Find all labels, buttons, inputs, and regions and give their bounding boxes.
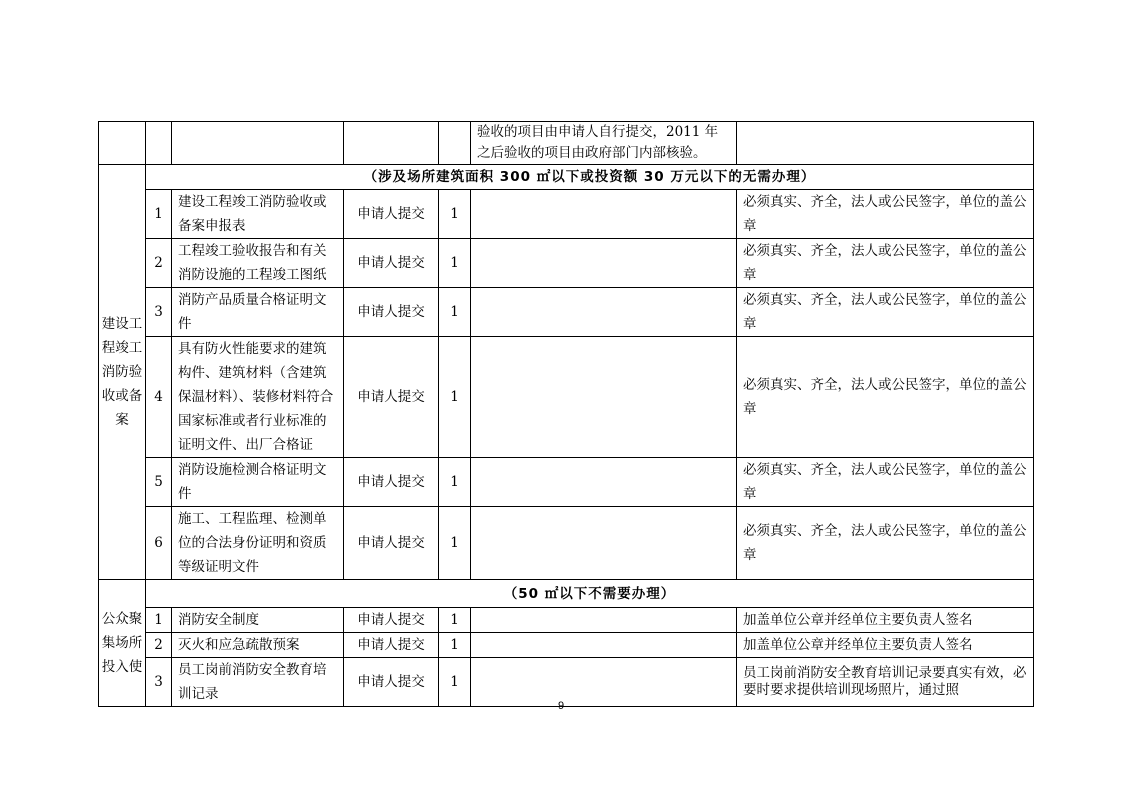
submitter-cell: 申请人提交 bbox=[344, 239, 439, 288]
category-cell: 建设工程竣工消防验收或备案 bbox=[99, 165, 146, 580]
material-name-cell: 消防设施检测合格证明文件 bbox=[172, 458, 344, 507]
material-name-cell bbox=[172, 122, 344, 165]
requirement-cell: 必须真实、齐全，法人或公民签字，单位的盖公章 bbox=[737, 337, 1034, 458]
table-row bbox=[99, 122, 1034, 165]
material-name-cell: 施工、工程监理、检测单位的合法身份证明和资质等级证明文件 bbox=[172, 507, 344, 580]
count-cell: 1 bbox=[439, 337, 471, 458]
submitter-cell bbox=[344, 122, 439, 165]
category-cell: 公众聚集场所投入使 bbox=[99, 580, 146, 707]
number-cell: 5 bbox=[146, 458, 172, 507]
material-name-cell: 消防安全制度 bbox=[172, 608, 344, 633]
material-name-cell: 工程竣工验收报告和有关消防设施的工程竣工图纸 bbox=[172, 239, 344, 288]
submitter-cell: 申请人提交 bbox=[344, 190, 439, 239]
number-cell: 4 bbox=[146, 337, 172, 458]
requirement-cell: 加盖单位公章并经单位主要负责人签名 bbox=[737, 608, 1034, 633]
count-cell: 1 bbox=[439, 633, 471, 658]
table-row bbox=[99, 288, 1034, 337]
requirement-cell bbox=[737, 122, 1034, 165]
page-number: 9 bbox=[557, 700, 565, 712]
submitter-cell: 申请人提交 bbox=[344, 633, 439, 658]
number-cell: 3 bbox=[146, 658, 172, 707]
material-name-cell: 灭火和应急疏散预案 bbox=[172, 633, 344, 658]
number-cell: 2 bbox=[146, 633, 172, 658]
material-name-cell: 建设工程竣工消防验收或备案申报表 bbox=[172, 190, 344, 239]
note-cell bbox=[471, 633, 737, 658]
count-cell: 1 bbox=[439, 190, 471, 239]
note-cell bbox=[471, 458, 737, 507]
submitter-cell: 申请人提交 bbox=[344, 288, 439, 337]
number-cell: 1 bbox=[146, 190, 172, 239]
submitter-cell: 申请人提交 bbox=[344, 658, 439, 707]
requirement-cell: 必须真实、齐全，法人或公民签字，单位的盖公章 bbox=[737, 190, 1034, 239]
note-cell bbox=[471, 337, 737, 458]
number-cell: 3 bbox=[146, 288, 172, 337]
note-cell bbox=[471, 507, 737, 580]
requirement-cell: 员工岗前消防安全教育培训记录要真实有效，必要时要求提供培训现场照片，通过照 bbox=[737, 658, 1034, 707]
table-row bbox=[99, 633, 1034, 658]
requirement-cell: 必须真实、齐全，法人或公民签字，单位的盖公章 bbox=[737, 239, 1034, 288]
note-cell bbox=[471, 190, 737, 239]
section-banner-row bbox=[99, 165, 1034, 190]
number-cell: 2 bbox=[146, 239, 172, 288]
count-cell: 1 bbox=[439, 658, 471, 707]
count-cell: 1 bbox=[439, 458, 471, 507]
number-cell: 1 bbox=[146, 608, 172, 633]
material-name-cell: 消防产品质量合格证明文件 bbox=[172, 288, 344, 337]
material-name-cell: 具有防火性能要求的建筑构件、建筑材料（含建筑保温材料）、装修材料符合国家标准或者行业标准的证明文件、出厂合格证 bbox=[172, 337, 344, 458]
count-cell: 1 bbox=[439, 239, 471, 288]
number-cell: 6 bbox=[146, 507, 172, 580]
note-cell: 验收的项目由申请人自行提交，2011 年之后验收的项目由政府部门内部核验。 bbox=[471, 122, 737, 165]
requirement-cell: 必须真实、齐全，法人或公民签字，单位的盖公章 bbox=[737, 507, 1034, 580]
section-banner-row bbox=[99, 580, 1034, 608]
table-row bbox=[99, 608, 1034, 633]
submitter-cell: 申请人提交 bbox=[344, 458, 439, 507]
section-banner: （50 ㎡以下不需要办理） bbox=[146, 580, 1034, 608]
note-cell bbox=[471, 288, 737, 337]
submitter-cell: 申请人提交 bbox=[344, 337, 439, 458]
submitter-cell: 申请人提交 bbox=[344, 507, 439, 580]
count-cell: 1 bbox=[439, 507, 471, 580]
count-cell bbox=[439, 122, 471, 165]
count-cell: 1 bbox=[439, 288, 471, 337]
note-cell bbox=[471, 239, 737, 288]
requirements-table bbox=[98, 121, 1034, 707]
requirement-cell: 必须真实、齐全，法人或公民签字，单位的盖公章 bbox=[737, 288, 1034, 337]
table-row bbox=[99, 458, 1034, 507]
requirement-cell: 加盖单位公章并经单位主要负责人签名 bbox=[737, 633, 1034, 658]
table-row bbox=[99, 239, 1034, 288]
count-cell: 1 bbox=[439, 608, 471, 633]
note-cell bbox=[471, 608, 737, 633]
material-name-cell: 员工岗前消防安全教育培训记录 bbox=[172, 658, 344, 707]
submitter-cell: 申请人提交 bbox=[344, 608, 439, 633]
section-banner: （涉及场所建筑面积 300 ㎡以下或投资额 30 万元以下的无需办理） bbox=[146, 165, 1034, 190]
table-row bbox=[99, 507, 1034, 580]
number-cell bbox=[146, 122, 172, 165]
requirement-cell: 必须真实、齐全，法人或公民签字，单位的盖公章 bbox=[737, 458, 1034, 507]
table-row bbox=[99, 190, 1034, 239]
table-row bbox=[99, 337, 1034, 458]
category-cell bbox=[99, 122, 146, 165]
